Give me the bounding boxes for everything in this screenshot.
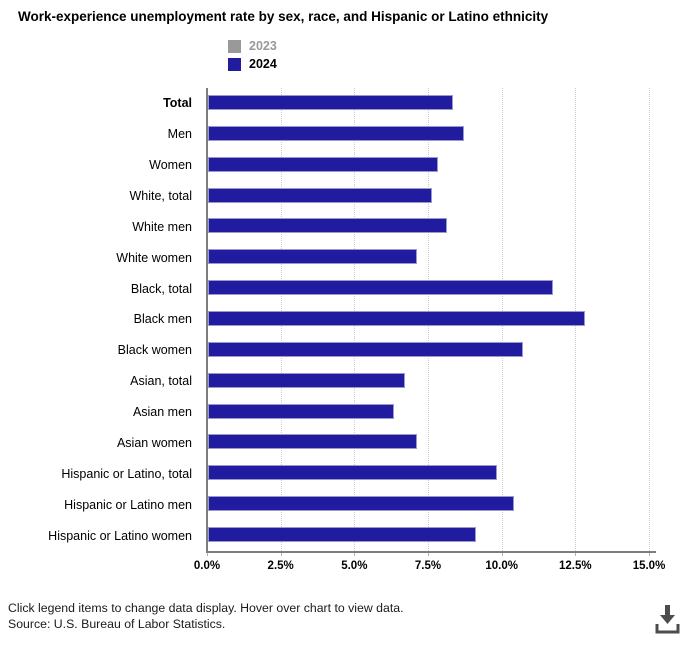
category-label: Asian women: [116, 435, 192, 450]
bar-2024[interactable]: [208, 188, 432, 203]
bar-2024[interactable]: [208, 434, 417, 449]
legend-label-2024: 2024: [249, 57, 277, 71]
legend-label-2023: 2023: [249, 39, 277, 53]
category-label: White, total: [129, 189, 192, 204]
gridline: [649, 88, 650, 551]
bar-2024[interactable]: [208, 95, 453, 110]
bar-2024[interactable]: [208, 404, 394, 419]
x-axis-tick-label: 7.5%: [414, 560, 442, 572]
category-label: White men: [132, 219, 192, 234]
x-axis-tick-label: 2.5%: [267, 560, 294, 572]
category-label: Hispanic or Latino women: [48, 528, 192, 543]
bar-2024[interactable]: [208, 373, 405, 388]
x-axis-tick-label: 12.5%: [559, 560, 592, 572]
x-axis-tick-label: 0.0%: [193, 560, 221, 572]
bar-2024[interactable]: [208, 527, 476, 542]
category-label: White women: [116, 250, 192, 265]
bar-2024[interactable]: [208, 311, 585, 326]
category-label: Black, total: [130, 281, 192, 296]
download-icon: [652, 603, 682, 635]
x-axis-tick-label: 10.0%: [485, 560, 518, 572]
x-axis-tick-label: 15.0%: [632, 560, 666, 572]
chart-footer: [8, 600, 404, 632]
bar-2024[interactable]: [208, 157, 438, 172]
source-text: Source: U.S. Bureau of Labor Statistics.: [8, 617, 226, 631]
chart-title: Work-experience unemployment rate by sex, race, and Hispanic or Latino ethnicity: [18, 9, 549, 24]
x-axis-tick-label: 5.0%: [341, 560, 368, 572]
bar-2024[interactable]: [208, 218, 447, 233]
category-label: Asian, total: [130, 374, 192, 389]
category-label: Hispanic or Latino men: [64, 497, 192, 512]
category-label: Hispanic or Latino, total: [61, 466, 192, 481]
download-button[interactable]: [651, 602, 683, 638]
bar-2024[interactable]: [208, 280, 553, 295]
category-label: Black men: [133, 312, 192, 327]
category-label: Black women: [117, 343, 192, 358]
category-label: Men: [167, 127, 192, 142]
category-label: Total: [163, 96, 192, 111]
hint-text: Click legend items to change data display. Hover over chart to view data.: [8, 601, 404, 615]
category-label: Women: [149, 158, 192, 173]
x-axis-line: [206, 551, 656, 553]
bar-2024[interactable]: [208, 465, 497, 480]
bar-2024[interactable]: [208, 342, 523, 357]
bar-2024[interactable]: [208, 249, 417, 264]
bar-2024[interactable]: [208, 126, 464, 141]
category-label: Asian men: [132, 405, 192, 420]
bar-2024[interactable]: [208, 496, 514, 511]
